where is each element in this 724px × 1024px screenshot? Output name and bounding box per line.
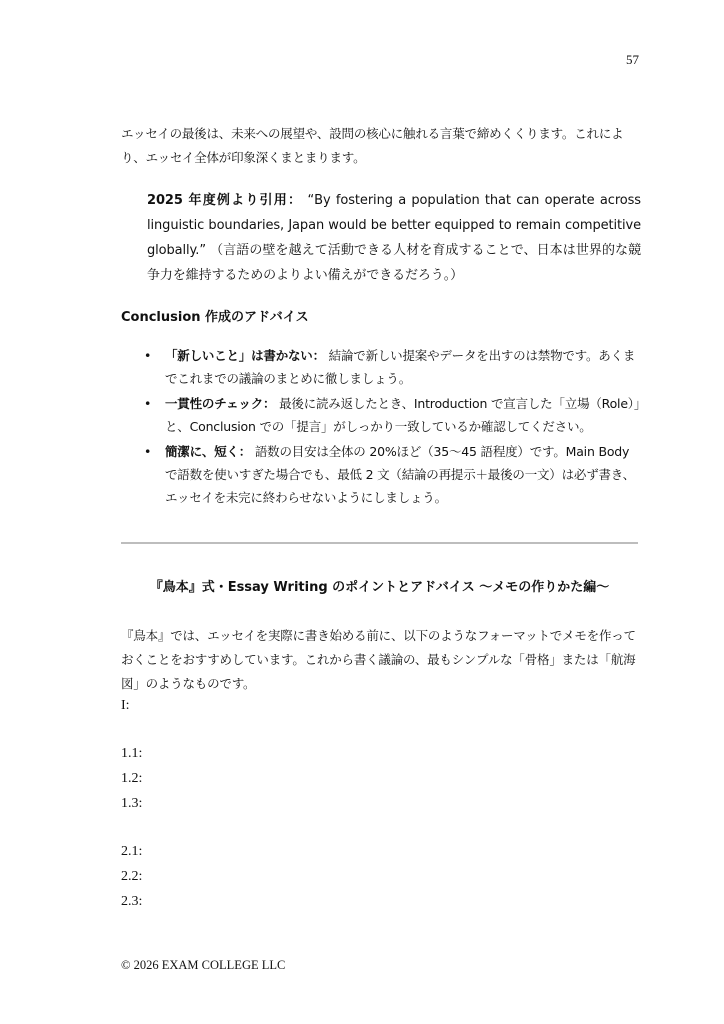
advice-item-label: 一貫性のチェック：: [165, 396, 276, 411]
example-quote: [147, 188, 641, 288]
advice-item-text: 語数の目安は全体の 20%ほど（35〜45 語程度）です。Main Body で語数を使いすぎた場合でも、最低 2 文（結論の再提示＋最後の一文）は必ず書き、エッセイを未完に終わらせないようにしましょう。: [165, 444, 635, 505]
bullet-icon: •: [144, 444, 152, 459]
advice-heading: Conclusion 作成のアドバイス: [121, 310, 309, 325]
advice-item: [141, 440, 641, 509]
advice-item-text: 結論で新しい提案やデータを出すのは禁物です。あくまでこれまでの議論のまとめに徹しましょう。: [165, 348, 636, 386]
advice-list: [141, 344, 641, 511]
bullet-icon: •: [144, 348, 152, 363]
page-number: 57: [626, 52, 639, 67]
example-quote-label: 2025 年度例より引用：: [147, 193, 303, 208]
memo-body1-line: 1.2:: [121, 771, 143, 786]
bullet-icon: •: [144, 396, 152, 411]
memo-body2-line: 2.2:: [121, 869, 143, 884]
section-divider: [121, 542, 638, 544]
memo-body1-line: 1.3:: [121, 796, 143, 811]
advice-item-label: 簡潔に、短く：: [165, 444, 252, 459]
advice-item-text: 最後に読み返したとき、Introduction で宣言した「立場（Role）」と、Conclusion での「提言」がしっかり一致しているか確認してください。: [165, 396, 640, 434]
example-quote-text: “By fostering a population that can operate across linguistic boundaries, Japan would be better equipped to remain competitive globally.” （言語の壁を越えて活動できる人材を育成することで、日本は世界的な競争力を維持するためのよりよい備えができるだろう。）: [147, 193, 641, 283]
section-title: 『鳥本』式・Essay Writing のポイントとアドバイス 〜メモの作りかた編〜: [149, 580, 610, 595]
memo-body2-line: 2.3:: [121, 894, 143, 909]
copyright-footer: © 2026 EXAM COLLEGE LLC: [121, 958, 286, 972]
memo-body1-line: 1.1:: [121, 746, 143, 761]
intro-paragraph: エッセイの最後は、未来への展望や、設問の核心に触れる言葉で締めくくります。これにより、エッセイ全体が印象深くまとまります。: [121, 126, 624, 165]
memo-intro: 『鳥本』では、エッセイを実際に書き始める前に、以下のようなフォーマットでメモを作っておくことをおすすめしています。これから書く議論の、最もシンプルな「骨格」または「航海図」のようなものです。: [121, 628, 636, 691]
memo-intro-label: I:: [121, 698, 130, 713]
advice-item: [141, 392, 641, 438]
advice-item-label: 「新しいこと」は書かない：: [165, 348, 325, 363]
advice-item: [141, 344, 641, 390]
memo-body2-line: 2.1:: [121, 844, 143, 859]
